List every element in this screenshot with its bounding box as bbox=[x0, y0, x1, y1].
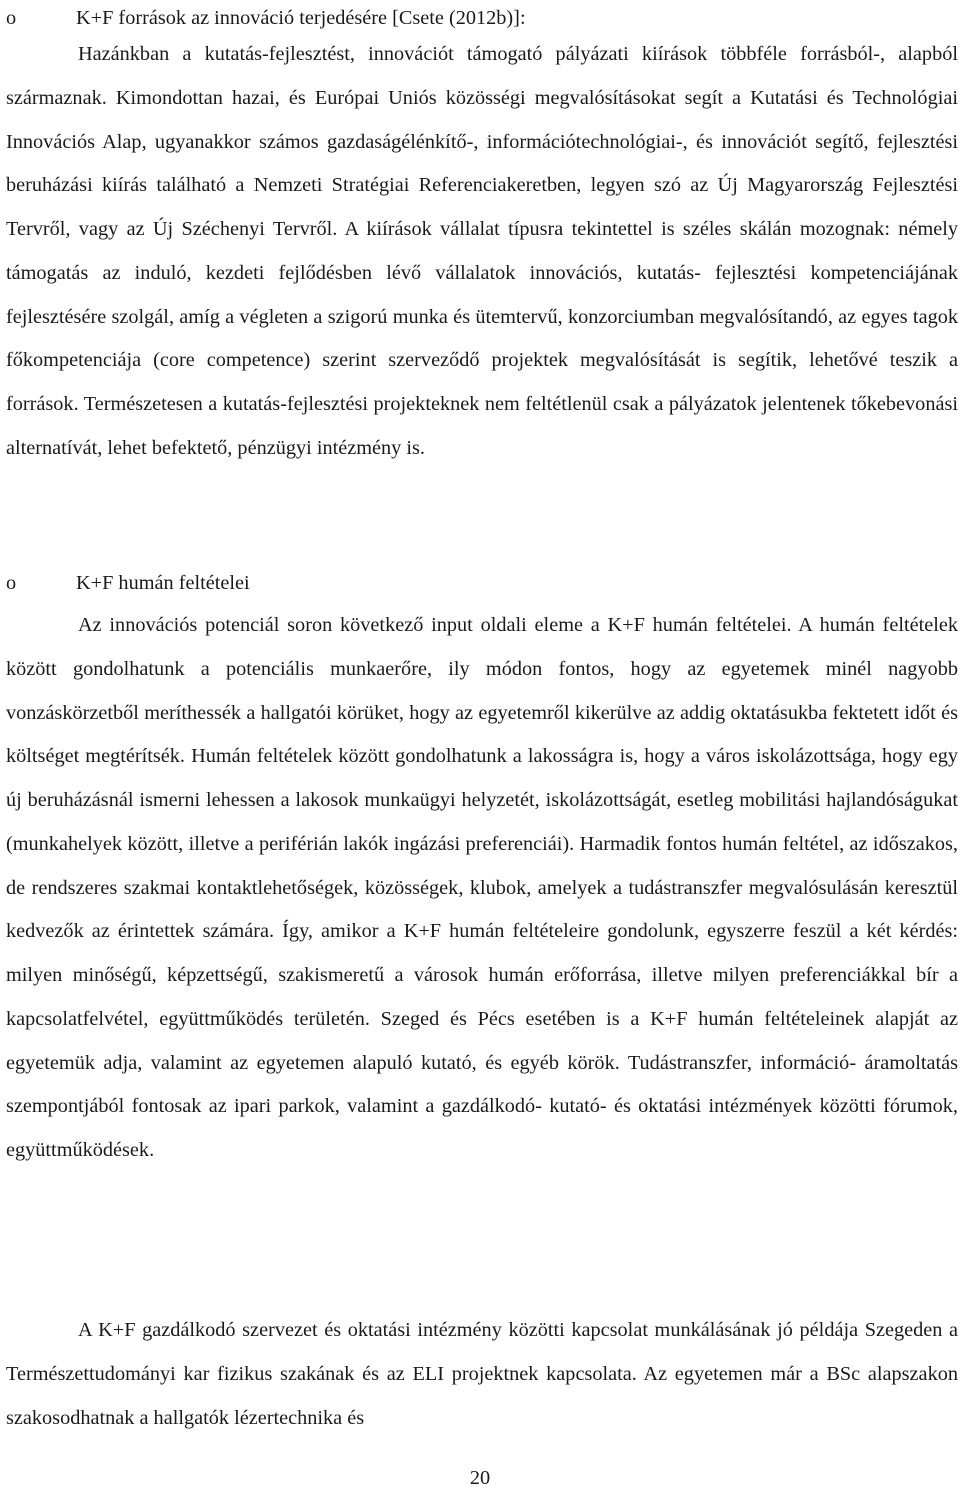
bullet-marker: o bbox=[6, 572, 17, 594]
section-heading-human-conditions bbox=[6, 569, 946, 597]
heading-text: K+F források az innováció terjedésére [Csete (2012b)]: bbox=[76, 7, 526, 29]
bullet-marker: o bbox=[6, 7, 17, 29]
heading-text: K+F humán feltételei bbox=[76, 572, 250, 594]
page-number: 20 bbox=[469, 1467, 491, 1489]
section-heading-funding-sources bbox=[6, 4, 946, 32]
paragraph-human-conditions: Az innovációs potenciál soron következő input oldali eleme a K+F humán feltételei. A humán feltételek között gondolhatunk a potenciális munkaerőre, ily módon fontos, hogy az egyetemek minél nagyobb vonzáskörzetből meríthessék a hallgatói körüket, hogy az egyetemről kikerülve az addig oktatásukba fektetett időt és költséget megtérítsék. Humán feltételek között gondolhatunk a lakosságra is, hogy a város iskolázottsága, hogy egy új beruházásnál ismerni lehessen a lakosok munkaügyi helyzetét, iskolázottságát, esetleg mobilitási hajlandóságukat (munkahelyek között, illetve a periférián lakók ingázási preferenciái). Harmadik fontos humán feltétel, az időszakos, de rendszeres szakmai kontaktlehetőségek, közösségek, klubok, amelyek a tudástranszfer megvalósulásán keresztül kedvezők az érintettek számára. Így, amikor a K+F humán feltételeire gondolunk, egyszerre feszül a két kérdés: milyen minőségű, képzettségű, szakismeretű a városok humán erőforrása, illetve milyen preferenciákkal bír a kapcsolatfelvétel, együttműködés területén. Szeged és Pécs esetében is a K+F humán feltételeinek alapját az egyetemük adja, valamint az egyetemen alapuló kutató, és egyéb körök. Tudástranszfer, információ- áramoltatás szempontjából fontosak az ipari parkok, valamint a gazdálkodó- kutató- és oktatási intézmények közötti fórumok, együttműködések. bbox=[6, 614, 958, 1161]
paragraph-funding-sources: Hazánkban a kutatás-fejlesztést, innovációt támogató pályázati kiírások többféle forrásból-, alapból származnak. Kimondottan hazai, és Európai Uniós közösségi megvalósításokat segít a Kutatási és Technológiai Innovációs Alap, ugyanakkor számos gazdaságélénkítő-, információtechnológiai-, és innovációt segítő, fejlesztési beruházási kiírás található a Nemzeti Stratégiai Referenciakeretben, legyen szó az Új Magyarország Fejlesztési Tervről, vagy az Új Széchenyi Tervről. A kiírások vállalat típusra tekintettel is széles skálán mozognak: némely támogatás az induló, kezdeti fejlődésben lévő vállalatok innovációs, kutatás- fejlesztési kompetenciájának fejlesztésére szolgál, amíg a végleten a szigorú munka és ütemtervű, konzorciumban megvalósítandó, az egyes tagok főkompetenciája (core competence) szerint szerveződő projektek megvalósítását is segítik, lehetővé teszik a források. Természetesen a kutatás-fejlesztési projekteknek nem feltétlenül csak a pályázatok jelentenek tőkebevonási alternatívát, lehet befektető, pénzügyi intézmény is. bbox=[6, 43, 958, 459]
paragraph-cooperation-example: A K+F gazdálkodó szervezet és oktatási intézmény közötti kapcsolat munkálásának jó példája Szegeden a Természettudományi kar fizikus szakának és az ELI projektnek kapcsolata. Az egyetemen már a BSc alapszakon szakosodhatnak a hallgatók lézertechnika és bbox=[6, 1319, 958, 1429]
